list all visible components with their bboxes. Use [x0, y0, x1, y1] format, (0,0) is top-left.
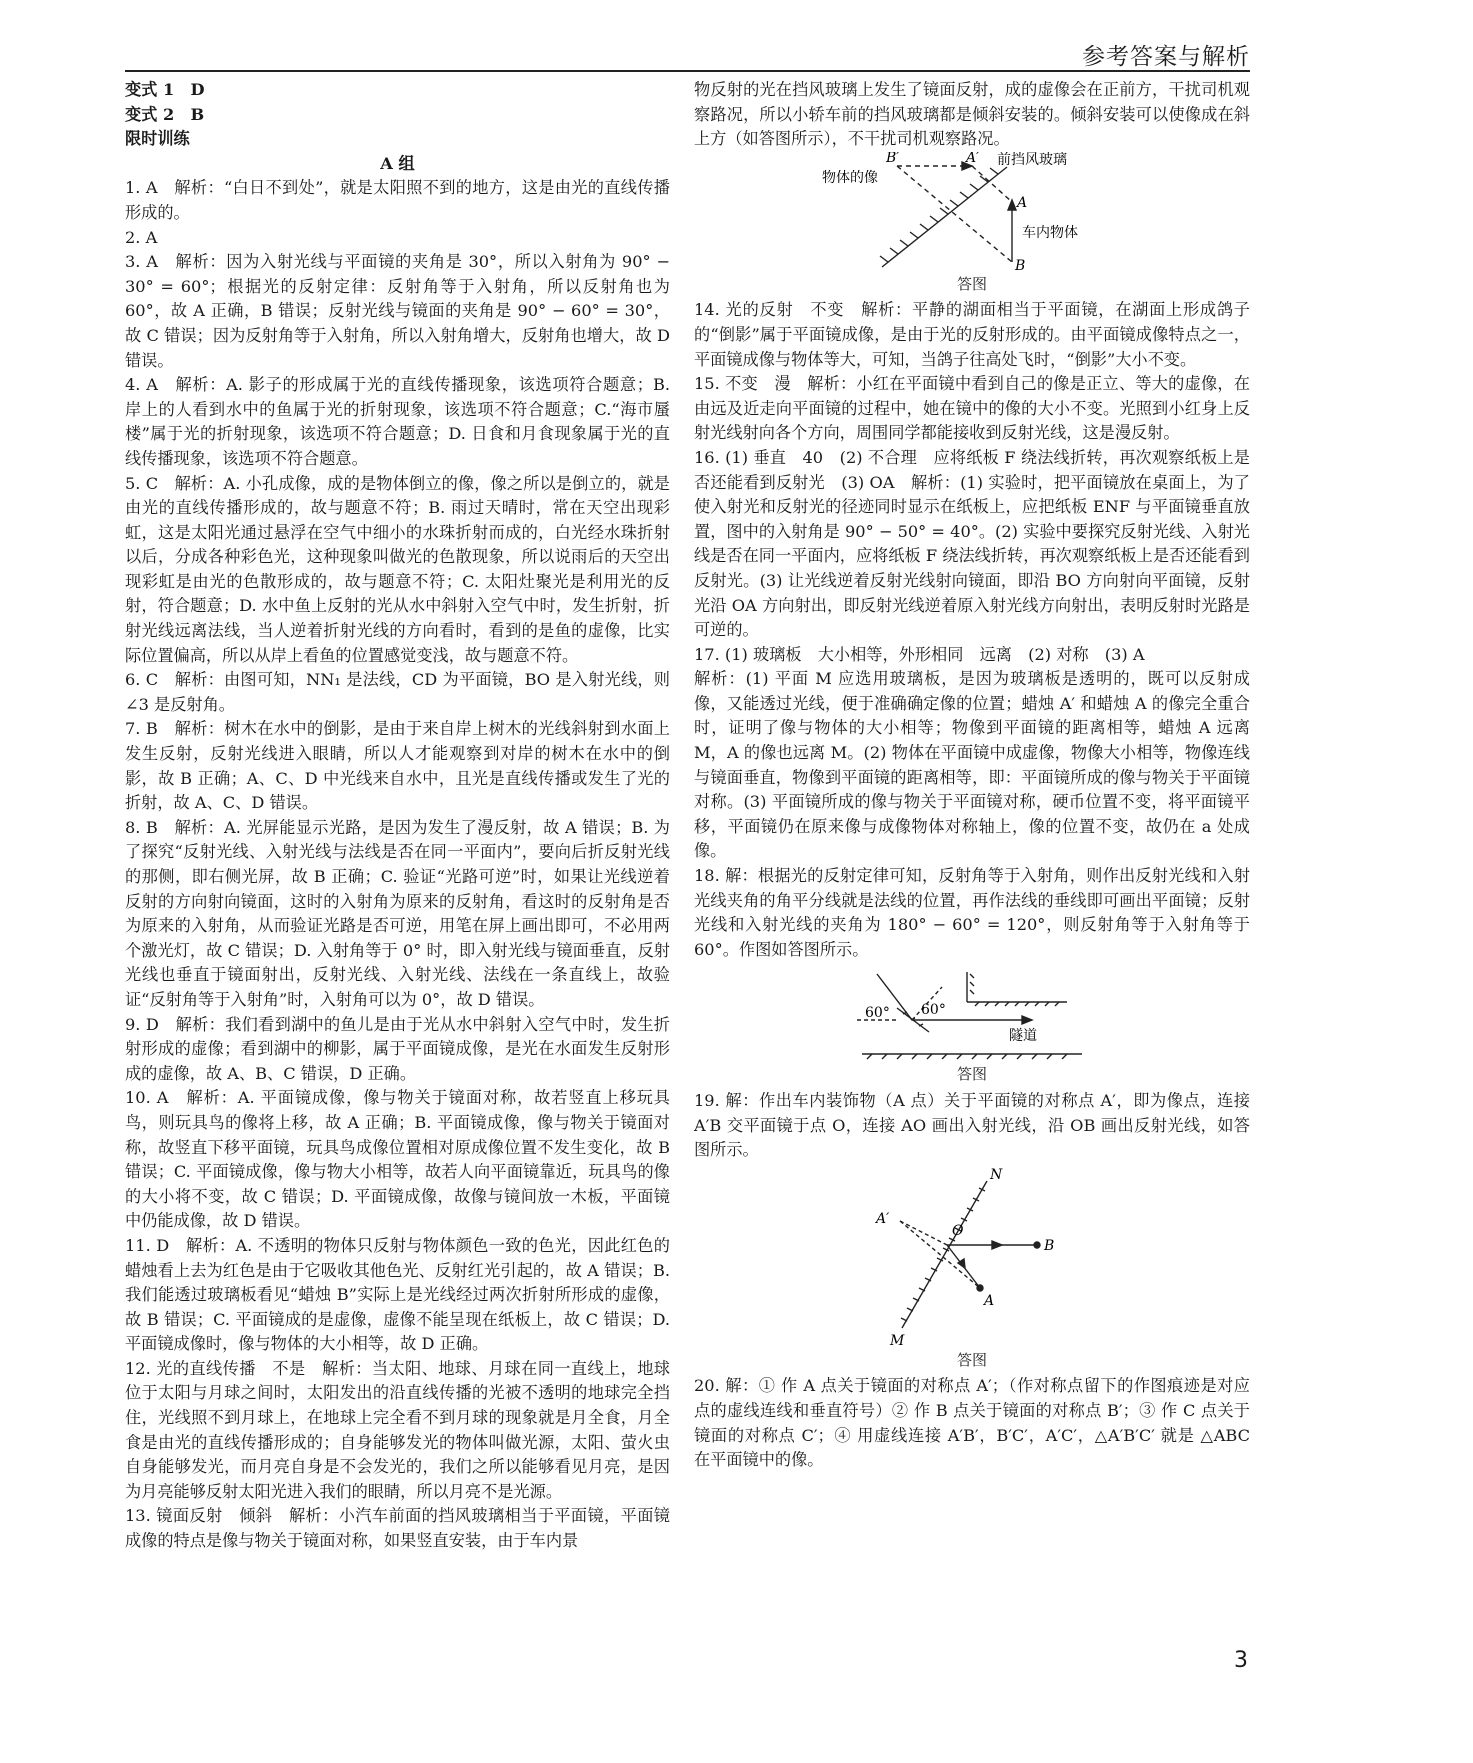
answer-1: 1. A 解析：“白日不到处”，就是太阳照不到的地方，这是由光的直线传播形成的。: [125, 178, 670, 222]
fig2-text-tunnel: 隧道: [1009, 1028, 1037, 1045]
page-number: 3: [1234, 1648, 1248, 1673]
answer-20: 20. 解：① 作 A 点关于镜面的对称点 A′；（作对称点留下的作图痕迹是对应点的虚线连线和垂直符号）② 作 B 点关于镜面的对称点 B′；③ 作 C 点关于镜面的对称点 C′；④ 用虚线连接 A′B′，B′C′，A′C′，△A′B′C′ 就是 △ABC 在平面镜中的像。: [694, 1376, 1250, 1470]
fig2-angle1: 60°: [865, 1005, 890, 1022]
answer-12: 12. 光的直线传播 不是 解析：当太阳、地球、月球在同一直线上，地球位于太阳与月球之间时，太阳发出的沿直线传播的光被不透明的地球完全挡住，光线照不到月球上，在地球上完全看不到月球的现象就是月全食，月全食是由光的直线传播形成的；自身能够发光的物体叫做光源，太阳、萤火虫自身能够发光，而月亮自身是不会发光的，我们之所以能够看见月亮，是因为月亮能够反射太阳光进入我们的眼睛，所以月亮不是光源。: [125, 1358, 670, 1501]
fig3-label-b: B: [1044, 1237, 1055, 1254]
fig1-caption: 答图: [956, 274, 987, 293]
fig1-label-a: A: [1017, 194, 1028, 211]
answer-16: 16. (1) 垂直 40 (2) 不合理 应将纸板 F 绕法线折转，再次观察纸板上是否还能看到反射光 (3) OA 解析：(1) 实验时，把平面镜放在桌面上，为了使入射光和反射光的径迹同时显示在纸板上，应把纸板 ENF 与平面镜垂直放置，图中的入射角是 90° − 50° = 40°。(2) 实验中要探究反射光线、入射光线是否在同一平面内，应将纸板 F 绕法线折转，再次观察纸板上是否还能看到反射光。(3) 让光线逆着反射光线射向镜面，即沿 BO 方向射向平面镜，反射光沿 OA 方向射出，即反射光线逆着原入射光线方向射出，表明反射时光路是可逆的。: [694, 447, 1250, 640]
answer-4: 4. A 解析：A. 影子的形成属于光的直线传播现象，该选项符合题意；B. 岸上的人看到水中的鱼属于光的折射现象，该选项不符合题意；C.“海市蜃楼”属于光的折射现象，该选项不符合题意；D. 日食和月食现象属于光的直线传播现象，该选项不符合题意。: [125, 375, 670, 468]
answer-13: 13. 镜面反射 倾斜 解析：小汽车前面的挡风玻璃相当于平面镜，平面镜成像的特点是像与物关于镜面对称，如果竖直安装，由于车内景: [125, 1506, 670, 1551]
answer-18: 18. 解：根据光的反射定律可知，反射角等于入射角，则作出反射光线和入射光线夹角的角平分线就是法线的位置，再作法线的垂线即可画出平面镜；反射光线和入射光线的夹角为 180° − 60° = 120°，则反射角等于入射角等于 60°。作图如答图所示。: [694, 866, 1250, 959]
fig1-label-b: B: [1015, 257, 1026, 272]
mirror-mn: [902, 1181, 987, 1328]
fig1-text-object: 车内物体: [1022, 224, 1078, 241]
answer-15: 15. 不变 漫 解析：小红在平面镜中看到自己的像是正立、等大的虚像，在由远及近走向平面镜的过程中，她在镜中的像的大小不变。光照到小红身上反射光线射向各个方向，周围同学都能接收到反射光线，这是漫反射。: [694, 374, 1250, 443]
answer-9: 9. D 解析：我们看到湖中的鱼儿是由于光从水中斜射入空气中时，发生折射形成的虚像；看到湖中的柳影，属于平面镜成像，是光在水面发生反射形成的虚像，故 A、B、C 错误，D 正确。: [125, 1014, 670, 1083]
tunnel-figure: [857, 962, 1087, 1062]
aa1-dashed: [900, 1221, 980, 1288]
fig3-label-a1: A′: [876, 1210, 890, 1227]
fig2-caption: 答图: [956, 1065, 987, 1084]
fig3-label-m: M: [890, 1332, 905, 1348]
answer-10: 10. A 解析：A. 平面镜成像，像与物关于镜面对称，故若竖直上移玩具鸟，则玩具鸟的像将上移，故 A 正确；B. 平面镜成像，像与物关于镜面对称，故竖直下移平面镜，玩具鸟成像位置相对原成像位置不发生变化，故 B 错误；C. 平面镜成像，像与物大小相等，故若人向平面镜靠近，玩具鸟的像的大小将不变，故 C 错误；D. 平面镜成像，故像与镜间放一木板，平面镜中仍能成像，故 D 错误。: [125, 1088, 670, 1231]
answer-14: 14. 光的反射 不变 解析：平静的湖面相当于平面镜，在湖面上形成鸽子的“倒影”属于平面镜成像，是由于光的反射形成的。由平面镜成像特点之一，平面镜成像与物体等大，可知，当鸽子往高处飞时，“倒影”大小不变。: [694, 300, 1250, 369]
mirror-reflection-figure: [872, 1163, 1072, 1348]
answer-11: 11. D 解析：A. 不透明的物体只反射与物体颜色一致的色光，因此红色的蜡烛看上去为红色是由于它吸收其他色光、反射红光引起的，故 A 错误；B. 我们能透过玻璃板看见“蜡烛 B”实际上是光线经过两次折射所形成的虚像，故 B 错误；C. 平面镜成的是虚像，虚像不能呈现在纸板上，故 C 错误；D. 平面镜成像时，像与物体的大小相等，故 D 正确。: [125, 1235, 670, 1354]
answer-13-continued: 物反射的光在挡风玻璃上发生了镜面反射，成的虚像会在正前方，干扰司机观察路况，所以小轿车前的挡风玻璃都是倾斜安装的。倾斜安装可以使像成在斜上方（如答图所示），不干扰司机观察路况。: [694, 80, 1250, 149]
group-a-heading: A 组: [380, 153, 415, 173]
page-header: [125, 30, 1250, 70]
right-column: [694, 78, 1250, 1473]
header-rule: [125, 70, 1250, 72]
answer-6: 6. C 解析：由图可知，NN₁ 是法线，CD 为平面镜，BO 是入射光线，则 ∠3 是反射角。: [125, 670, 670, 714]
fig1-label-a1: A′: [966, 151, 980, 166]
header-title: 参考答案与解析: [1082, 44, 1250, 70]
fig1-text-image: 物体的像: [822, 169, 878, 186]
variant-1-answer: 变式 1 D: [125, 80, 205, 99]
fig3-label-n: N: [990, 1166, 1003, 1183]
fig1-text-windshield: 前挡风玻璃: [997, 151, 1067, 168]
answer-2: 2. A: [125, 227, 158, 247]
fig3-caption: 答图: [956, 1350, 987, 1369]
answer-17: 17. (1) 玻璃板 大小相等，外形相同 远离 (2) 对称 (3) A: [694, 644, 1145, 664]
fig2-angle2: 60°: [921, 1002, 946, 1019]
variant-2-answer: 变式 2 B: [125, 104, 205, 124]
answer-3: 3. A 解析：因为入射光线与平面镜的夹角是 30°，所以入射角为 90° − 30° = 60°；根据光的反射定律：反射角等于入射角，所以反射角也为 60°，故 A 正确，B 错误；反射光线与镜面的夹角是 90° − 60° = 30°，故 C 错误；因为反射角等于入射角，所以入射角增大，反射角也增大，故 D 错误。: [125, 252, 670, 370]
fig3-label-a: A: [984, 1292, 995, 1309]
answer-17-analysis: 解析：(1) 平面 M 应选用玻璃板，是因为玻璃板是透明的，既可以反射成像，又能透过光线，便于准确确定像的位置；蜡烛 A′ 和蜡烛 A 的像完全重合时，证明了像与物体的大小相等；物像到平面镜的距离相等，蜡烛 A 远离 M，A 的像也远离 M。(2) 物体在平面镜中成虚像，物像大小相等，物像连线与镜面垂直，物像到平面镜的距离相等，即：平面镜所成的像与物关于平面镜对称。(3) 平面镜所成的像与物关于平面镜对称，硬币位置不变，将平面镜平移，平面镜仍在原来像与成像物体对称轴上，像的位置不变，故仍在 a 处成像。: [694, 669, 1250, 861]
windshield-figure: [822, 152, 1122, 272]
answer-19: 19. 解：作出车内装饰物（A 点）关于平面镜的对称点 A′，即为像点，连接 A′B 交平面镜于点 O，连接 AO 画出入射光线，沿 OB 画出反射光线，如答图所示。: [694, 1091, 1250, 1160]
answer-8: 8. B 解析：A. 光屏能显示光路，是因为发生了漫反射，故 A 错误；B. 为了探究“反射光线、入射光线与法线是否在同一平面内”，要向后折反射光线的那侧，即右侧光屏，故 B 正确；C. 验证“光路可逆”时，如果让光线逆着反射的方向射向镜面，这时的入射角为原来的反射角，看这时的反射角是否为原来的入射角，从而验证光路是否可逆，用笔在屏上画出即可，不必用两个激光灯，故 C 错误；D. 入射角等于 0° 时，即入射光线与镜面垂直，反射光线也垂直于镜面射出，反射光线、入射光线、法线在一条直线上，故验证“反射角等于入射角”时，入射角可以为 0°，故 D 错误。: [125, 817, 670, 1009]
fig1-label-b1: B′: [886, 151, 900, 166]
section-title-timed-practice: 限时训练: [125, 129, 190, 149]
fig3-label-o: O: [952, 1222, 964, 1239]
windshield-line: [882, 167, 1007, 267]
left-column: [125, 78, 670, 1554]
answer-5: 5. C 解析：A. 小孔成像，成的是物体倒立的像，像之所以是倒立的，就是由光的直线传播形成的，故与题意不符；B. 雨过天晴时，常在天空出现彩虹，这是太阳光通过悬浮在空气中细小的水珠折射而成的，白光经水珠折射以后，分成各种彩色光，这种现象叫做光的色散现象，所以说雨后的天空出现彩虹是由光的色散形成的，故与题意不符；C. 太阳灶聚光是利用光的反射，符合题意；D. 水中鱼上反射的光从水中斜射入空气中时，发生折射，折射光线远离法线，当人逆着折射光线的方向看时，看到的是鱼的虚像，比实际位置偏高，所以从岸上看鱼的位置感觉变浅，故与题意不符。: [125, 473, 670, 665]
answer-7: 7. B 解析：树木在水中的倒影，是由于来自岸上树木的光线斜射到水面上发生反射，反射光线进入眼睛，所以人才能观察到对岸的树木在水中的倒影，故 B 正确；A、C、D 中光线来自水中，且光是直线传播或发生了光的折射，故 A、C、D 错误。: [125, 719, 670, 813]
